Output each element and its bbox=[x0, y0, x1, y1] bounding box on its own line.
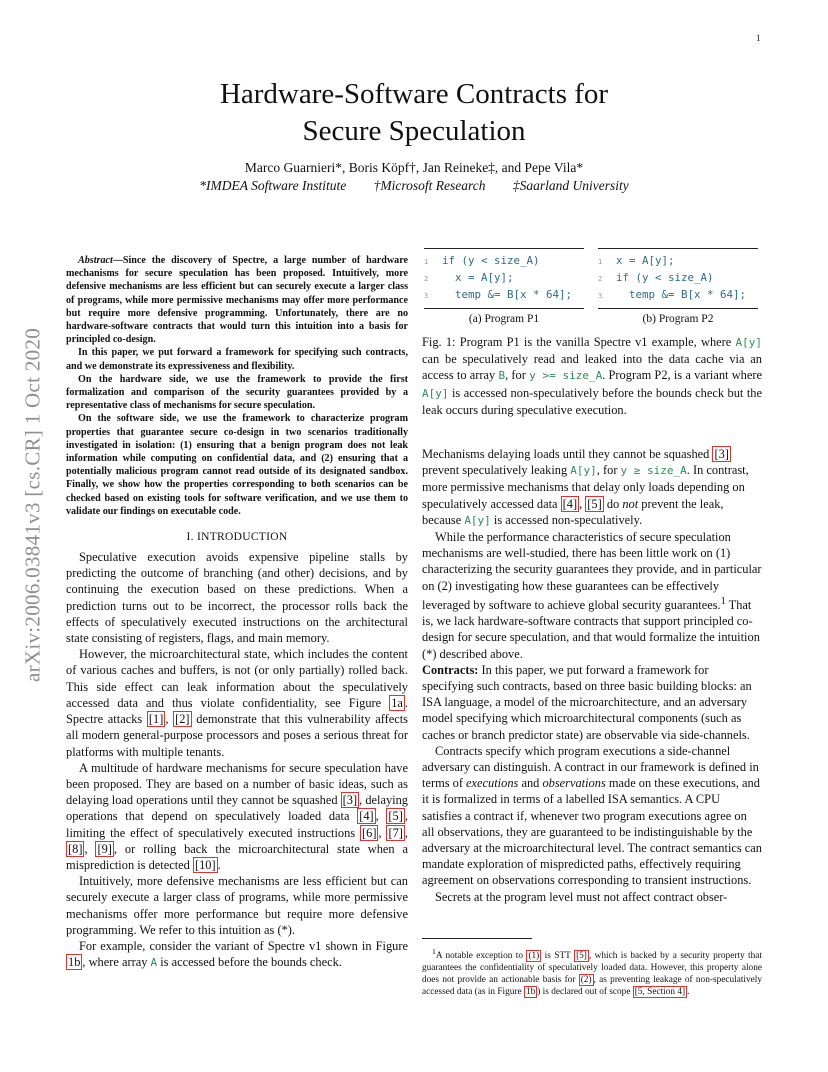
abstract-paragraph-4: On the software side, we use the framework to characterize program properties that guarantee secure co-design in two scenarios traditionally investigated in isolation: (1) ensuring that a benign program does not leak information while computing on confidential data, and (2) ensuring that a potentially malicious program cannot read outside of its designated sandbox. Finally, we show how the properties corresponding to both scenarios can be checked based on existing tools for software verification, and we use them to validate our findings on executable code. bbox=[66, 413, 408, 517]
affiliation-saarland: ‡Saarland University bbox=[512, 178, 629, 193]
figure-link-1b[interactable]: 1b bbox=[525, 987, 536, 998]
code-array-a: A bbox=[150, 956, 158, 970]
code-line: 3 temp &= B[x * 64]; bbox=[424, 288, 573, 301]
arxiv-stamp-text: arXiv:2006.03841v3 [cs.CR] 1 Oct 2020 bbox=[20, 327, 45, 683]
citation-link-5-section[interactable]: [5, Section 4] bbox=[634, 987, 686, 998]
title-line-2: Secure Speculation bbox=[302, 115, 526, 147]
citation-link-3[interactable]: [3] bbox=[714, 447, 729, 461]
affiliation-imdea: *IMDEA Software Institute bbox=[199, 178, 347, 193]
intro-paragraph-1: Speculative execution avoids expensive pipeline stalls by predicting the outcome of branching (and other) decisions, and by continuing the execution based on these predictions. When a prediction turns out to be incorrect, the processor rolls back the effects of speculatively executed instructions on the architectural state consisting of registers, flags, and main memory. bbox=[66, 550, 408, 646]
right-paragraph-2: While the performance characteristics of secure speculation mechanisms are well-studied, there has been little work on (1) characterizing the security guarantees they provide, and in particular on (2) investigating how these guarantees can be effectively leveraged by software to achieve global security guarantees.$^1$ That is, we lack hardware-software contracts that support principled co-design for secure speculation, and that would formalize the intuition (*) described above. bbox=[422, 530, 762, 661]
footnote-mark[interactable]: 1 bbox=[720, 595, 726, 607]
right-paragraph-1: Mechanisms delaying loads until they cannot be squashed [3] prevent speculatively leaking A[y], for y ≥ size_A. In contrast, more permissive mechanisms that delay only loads depending on speculatively accessed data [4] , [5] do not prevent the leak, because A[y] is accessed non-speculatively. bbox=[422, 447, 749, 527]
right-column-body bbox=[422, 446, 762, 905]
subfigure-caption-a: (a) Program P1 bbox=[468, 313, 540, 325]
code-listing-p2 bbox=[598, 248, 758, 309]
citation-link-5[interactable]: [5] bbox=[587, 496, 602, 511]
figure-link-1a[interactable]: 1a bbox=[391, 695, 403, 710]
citation-link-8[interactable]: [8] bbox=[68, 841, 83, 856]
abstract bbox=[66, 254, 408, 518]
citation-link-5[interactable]: [5] bbox=[576, 951, 587, 962]
figure-link-1b[interactable]: 1b bbox=[68, 955, 81, 970]
subfigure-caption-b: (b) Program P2 bbox=[642, 313, 714, 325]
page-number: 1 bbox=[756, 33, 761, 43]
code-listing-p1 bbox=[424, 248, 584, 309]
footnote-link-2[interactable]: (2) bbox=[580, 975, 592, 986]
citation-link-4[interactable]: [4] bbox=[562, 496, 578, 511]
arxiv-stamp bbox=[22, 265, 44, 745]
footnote-link-1[interactable]: (1) bbox=[528, 951, 540, 962]
code-line: 2 x = A[y]; bbox=[424, 271, 514, 284]
affiliation-microsoft: †Microsoft Research bbox=[373, 178, 486, 193]
citation-link-9[interactable]: [9] bbox=[97, 841, 112, 856]
code-line: 3 temp &= B[x * 64]; bbox=[598, 288, 747, 301]
code-line: 1 if (y < size_A) bbox=[424, 254, 540, 267]
intro-paragraph-2: However, the microarchitectural state, which includes the content of various caches and buffers, is not (or only partially) rolled back. This side effect can leak information about the speculatively accessed data and thus violate confidentiality, see Figure 1a . Spectre attacks [1] , [2] demonstrate that this vulnerability affects all modern general-purpose processors and poses a serious threat for platforms with multiple tenants. bbox=[66, 647, 408, 759]
abstract-paragraph-2: In this paper, we put forward a framework for specifying such contracts, and we demonstrate its expressiveness and flexibility. bbox=[66, 347, 408, 372]
paragraph-heading-contracts: Contracts: bbox=[422, 662, 479, 677]
paper-title bbox=[100, 76, 728, 150]
footnote-rule bbox=[422, 938, 532, 939]
introduction-body bbox=[66, 549, 408, 971]
citation-link-1[interactable]: [1] bbox=[148, 712, 164, 727]
citation-link-6[interactable]: [6] bbox=[362, 825, 377, 840]
right-paragraph-5: Secrets at the program level must not affect contract obser- bbox=[435, 889, 728, 904]
right-paragraph-contracts: Contracts: In this paper, we put forward a framework for specifying such contracts, based on three basic building blocks: an ISA language, a model of the microarchitecture, and an adversary model specifying which microarchitectural components (such as caches or branch predictor state) are observable via side-channels. bbox=[422, 662, 752, 742]
citation-link-5[interactable]: [5] bbox=[388, 809, 403, 824]
citation-link-3[interactable]: [3] bbox=[342, 793, 358, 808]
code-line: 2 if (y < size_A) bbox=[598, 271, 714, 284]
title-line-1: Hardware-Software Contracts for bbox=[219, 78, 609, 110]
footnote-1: $^1$A notable exception to (1) is STT [5] , which is backed by a security property that guarantees the confidentiality of speculatively loaded data. However, this property alone does not provide an actionable basis for (2) , as preventing leakage of non-speculatively accessed data (as in Figure 1b ) is declared out of scope [5, Section 4] . bbox=[422, 947, 763, 998]
figure-1-caption: Fig. 1: Program P1 is the vanilla Spectre v1 example, where A[y] can be speculatively read and leaked into the data cache via an access to array B, for y >= size_A. Program P2, is a variant where A[y] is accessed non-speculatively before the bounds check but the leak occurs during speculative execution. bbox=[422, 335, 762, 417]
right-paragraph-4: Contracts specify which program executions a side-channel adversary can distinguish. A contract in our framework is defined in terms of executions and observations made on these executions, and it is formalized in terms of a labelled ISA semantics. A CPU satisfies a contract if, whenever two program executions agree on all observations, they are guaranteed to be indistinguishable by the adversary at the microarchitectural level. The contract semantics can mandate exploration of mispredicted paths, effectively requiring agreement on observations corresponding to transient instructions. bbox=[422, 743, 763, 888]
intro-paragraph-3: A multitude of hardware mechanisms for secure speculation have been proposed. They are based on a number of basic ideas, such as delaying load operations until they cannot be squashed [3] , delaying operations that depend on speculatively loaded data [4] , [5] , limiting the effect of speculatively executed instructions [6] , [7] , [8] , [9] , or rolling back the microarchitectural state when a misprediction is detected [10] . bbox=[66, 760, 409, 872]
abstract-paragraph-3: On the hardware side, we use the framework to provide the first formalization and comparison of the security guarantees provided by a representative class of mechanisms for secure speculation. bbox=[66, 373, 408, 412]
intro-paragraph-5: For example, consider the variant of Spectre v1 shown in Figure 1b , where array A is accessed before the bounds check. bbox=[68, 938, 408, 970]
abstract-paragraph-1: Abstract—Since the discovery of Spectre, a large number of hardware mechanisms for secure speculation has been proposed. Intuitively, more defensive mechanisms are less efficient but can securely execute a larger class of programs, while more permissive mechanisms may offer more performance but require more defensive programming. Unfortunately, there are no hardware-software contracts that would turn this intuition into a basis for principled co-design. bbox=[66, 255, 408, 346]
code-line: 1 x = A[y]; bbox=[598, 254, 675, 267]
section-title-introduction: I. INTRODUCTION bbox=[186, 531, 288, 544]
citation-link-10[interactable]: [10] bbox=[194, 857, 216, 872]
left-column bbox=[66, 254, 408, 971]
affiliations bbox=[100, 178, 728, 194]
author-list: Marco Guarnieri*, Boris Köpf†, Jan Reineke‡, and Pepe Vila* bbox=[244, 160, 584, 175]
citation-link-2[interactable]: [2] bbox=[175, 712, 190, 727]
citation-link-4[interactable]: [4] bbox=[359, 809, 374, 824]
abstract-lead: Abstract bbox=[78, 255, 113, 266]
citation-link-7[interactable]: [7] bbox=[388, 825, 403, 840]
intro-paragraph-4: Intuitively, more defensive mechanisms are less efficient but can securely execute a larger class of programs, while more permissive mechanisms offer more performance but require more defensive programming. We refer to this intuition as (*). bbox=[66, 874, 408, 937]
